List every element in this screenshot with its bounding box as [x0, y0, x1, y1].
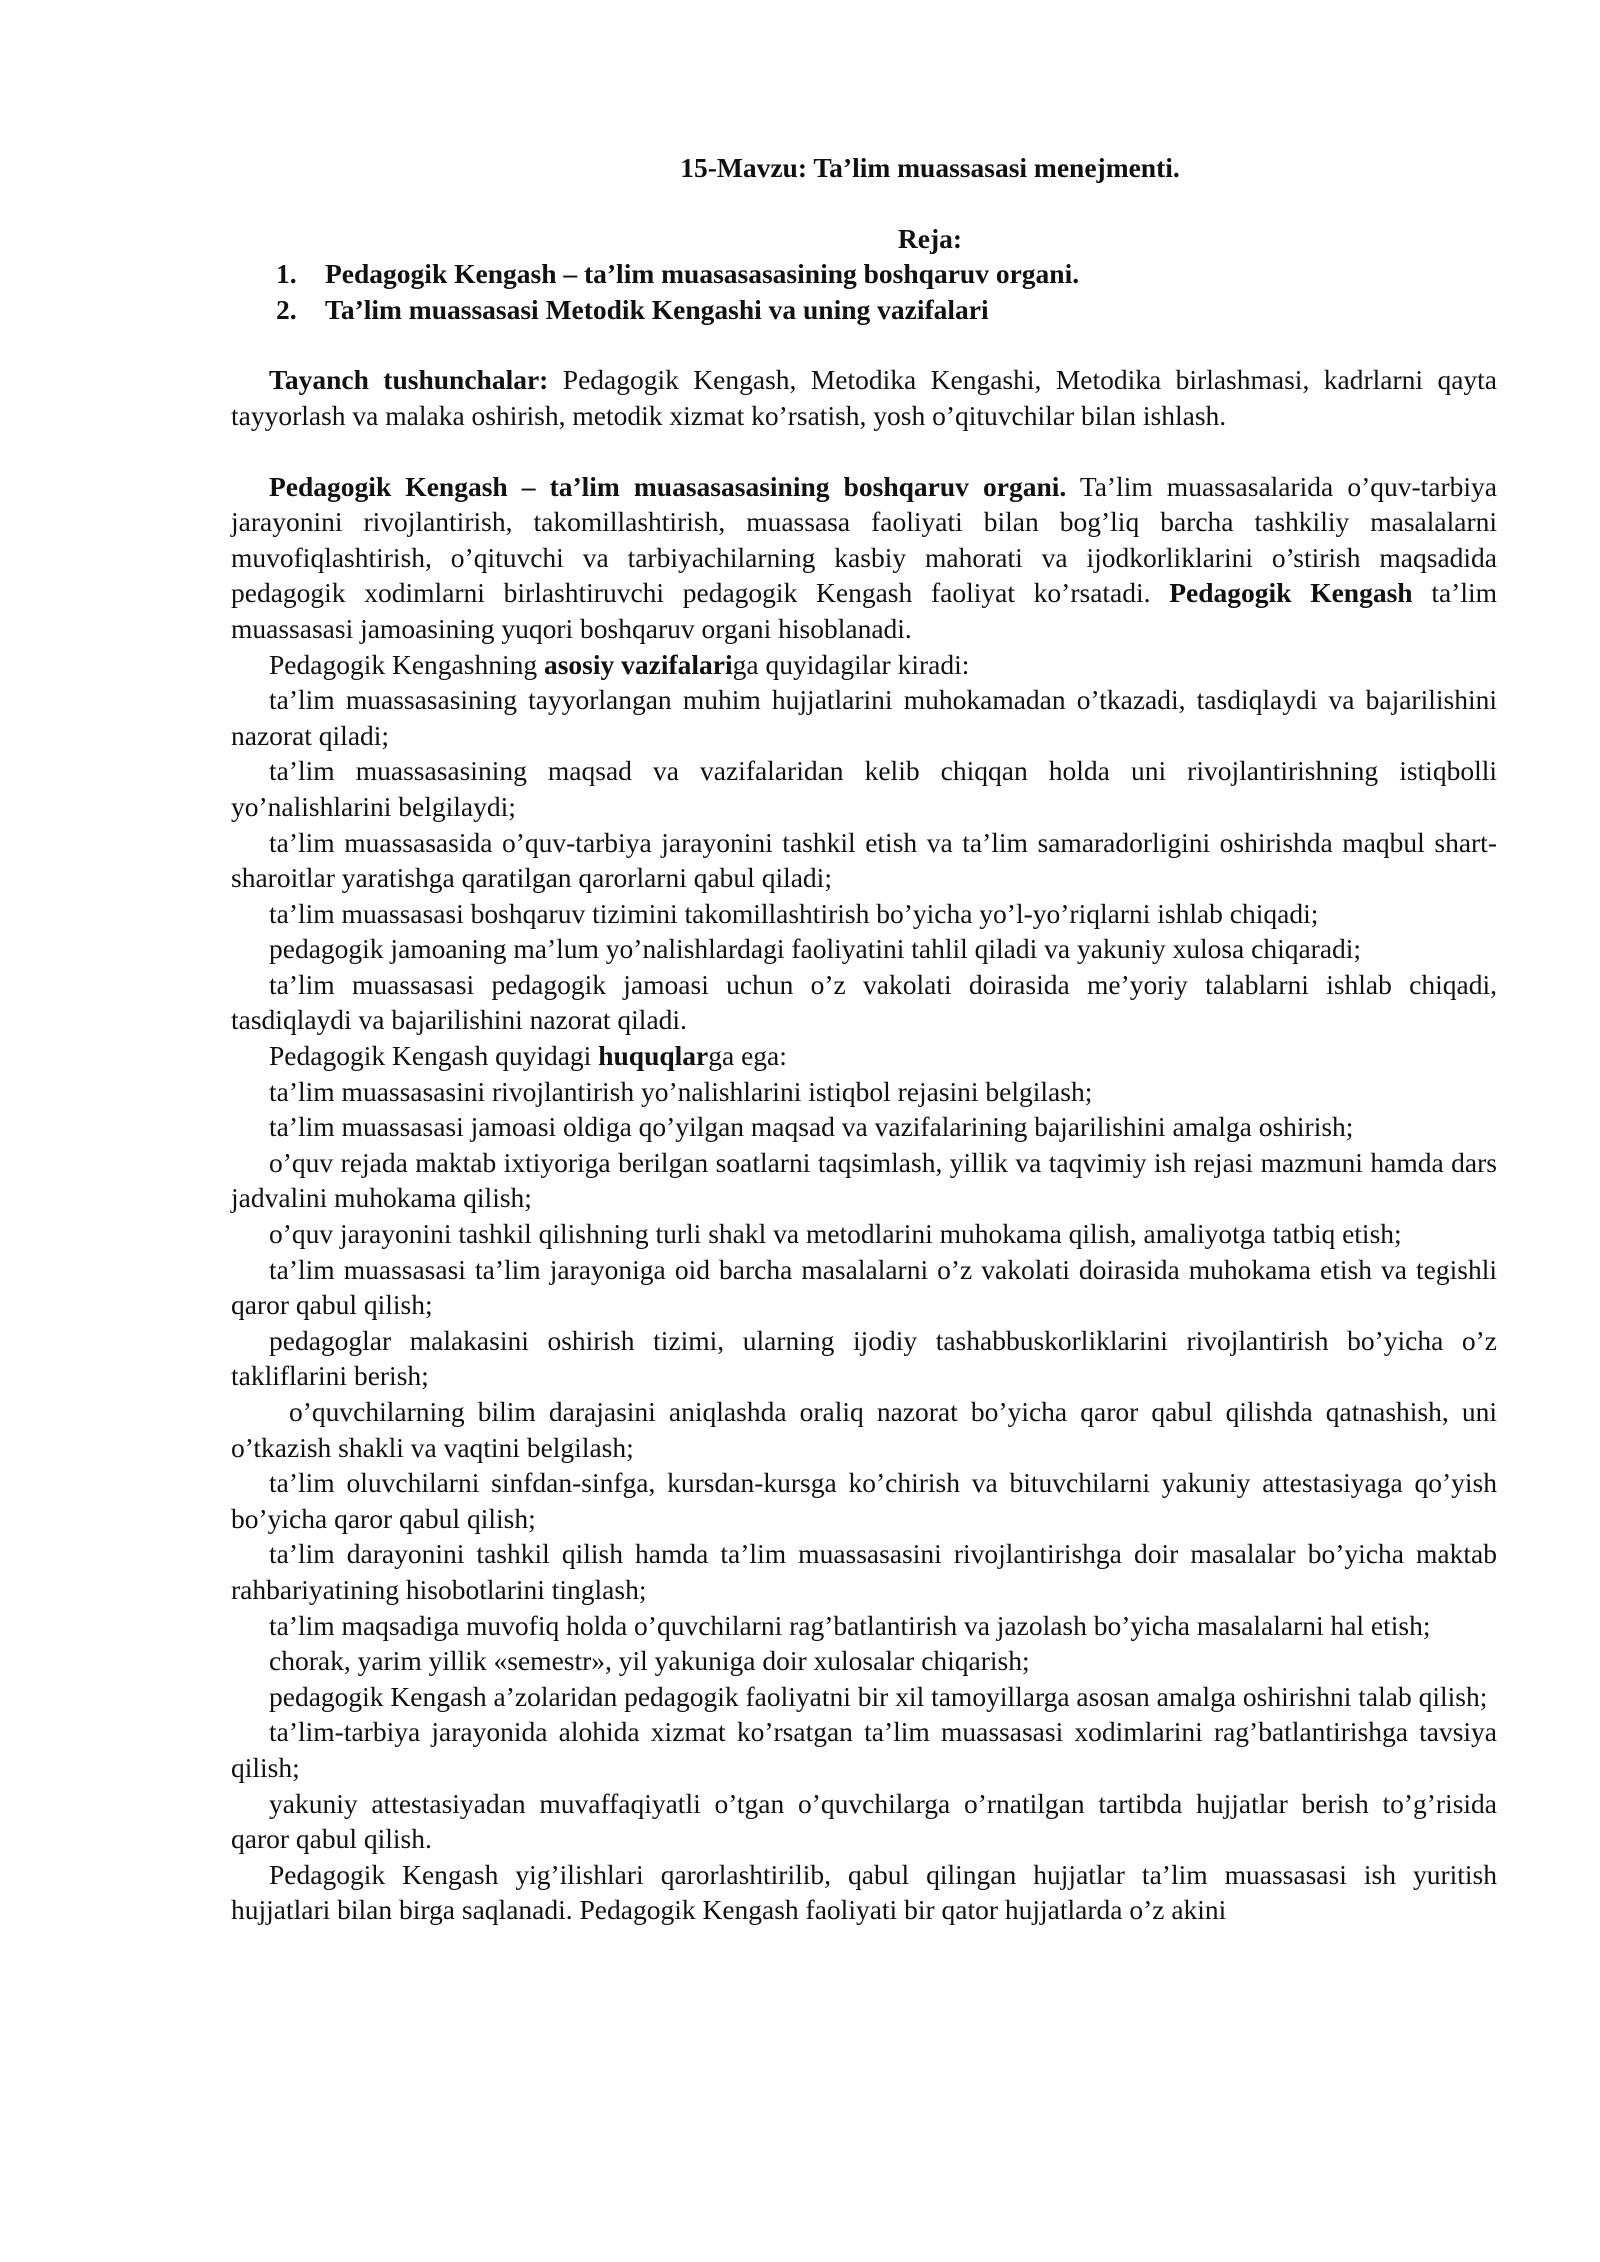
duties-intro-bold: asosiy vazifalari	[543, 648, 733, 680]
intro-bold-term: Pedagogik Kengash	[1169, 577, 1413, 609]
plan-item	[231, 256, 1497, 292]
right-item: ta’lim maqsadiga muvofiq holda o’quvchilarni rag’batlantirish va jazolash bo’yicha masalalarni hal etish;	[269, 1609, 1431, 1641]
plan-item-text: Pedagogik Kengash – ta’lim muasasasasining boshqaruv organi.	[325, 258, 1080, 290]
plan-item	[231, 292, 1497, 328]
page-title: 15-Mavzu: Ta’lim muassasasi menejmenti.	[680, 152, 1180, 183]
plan-item-number: 1.	[276, 258, 297, 290]
right-item: yakuniy attestasiyadan muvaffaqiyatli o’tgan o’quvchilarga o’rnatilgan tartibda hujjatlar berish to’g’risida qaror qabul qilish.	[231, 1787, 1497, 1855]
rights-intro	[231, 1038, 1497, 1074]
key-concepts-paragraph	[231, 362, 1497, 433]
right-item: pedagoglar malakasini oshirish tizimi, ularning ijodiy tashabbuskorliklarini rivojlantirish bo’yicha o’z takliflarini berish;	[231, 1324, 1497, 1392]
plan-label: Reja:	[897, 222, 963, 254]
intro-paragraph	[231, 469, 1497, 647]
duty-item: ta’lim muassasasining maqsad va vazifalaridan kelib chiqqan holda uni rivojlantirishning istiqbolli yo’nalishlarini belgilaydi;	[231, 755, 1497, 822]
key-concepts-text: Pedagogik Kengash, Metodika Kengashi, Metodika birlashmasi, kadrlarni qayta tayyorlash va malaka oshirish, metodik xizmat ko’rsatish, yosh o’qituvchilar bilan ishlash.	[231, 364, 1497, 431]
duty-item: ta’lim muassasasining tayyorlangan muhim hujjatlarini muhokamadan o’tkazadi, tasdiqlaydi va bajarilishini nazorat qiladi;	[231, 684, 1497, 751]
key-concepts-label: Tayanch tushunchalar:	[269, 364, 549, 396]
right-item: o’quv rejada maktab ixtiyoriga berilgan soatlarni taqsimlash, yillik va taqvimiy ish rejasi mazmuni hamda dars jadvalini muhokama qilish;	[231, 1146, 1497, 1214]
duty-item: ta’lim muassasasi pedagogik jamoasi uchun o’z vakolati doirasida me’yoriy talablarni ishlab chiqadi, tasdiqlaydi va bajarilishini nazorat qiladi.	[231, 968, 1497, 1036]
right-item: ta’lim muassasasini rivojlantirish yo’nalishlarini istiqbol rejasini belgilash;	[269, 1075, 1093, 1107]
intro-text-end: ta’lim muassasasi jamoasining yuqori boshqaruv organi hisoblanadi.	[231, 577, 1497, 644]
right-item: pedagogik Kengash a’zolaridan pedagogik faoliyatni bir xil tamoyillarga asosan amalga oshirishni talab qilish;	[269, 1680, 1488, 1712]
section-heading: Pedagogik Kengash – ta’lim muasasasasining boshqaruv organi.	[269, 470, 1067, 502]
duties-intro-post: ga quyidagilar kiradi:	[732, 648, 970, 680]
plan-item-text: Ta’lim muassasasi Metodik Kengashi va uning vazifalari	[325, 293, 989, 325]
duty-item: ta’lim muassasasida o’quv-tarbiya jarayonini tashkil etish va ta’lim samaradorligini oshirishda maqbul shart-sharoitlar yaratishga qaratilgan qarorlarni qabul qiladi;	[231, 826, 1497, 894]
document-page	[231, 150, 1497, 1928]
right-item: chorak, yarim yillik «semestr», yil yakuniga doir xulosalar chiqarish;	[269, 1645, 1030, 1677]
duties-intro-pre: Pedagogik Kengashning	[269, 648, 544, 680]
right-item: o’quvchilarning bilim darajasini aniqlashda oraliq nazorat bo’yicha qaror qabul qilishda qatnashish, uni o’tkazish shakli va vaqtini belgilash;	[231, 1396, 1497, 1463]
duties-intro	[231, 647, 1497, 683]
right-item: ta’lim muassasasi ta’lim jarayoniga oid barcha masalalarni o’z vakolati doirasida muhokama etish va tegishli qaror qabul qilish;	[231, 1253, 1497, 1321]
closing-paragraph: Pedagogik Kengash yig’ilishlari qarorlashtirilib, qabul qilingan hujjatlar ta’lim muassasasi ish yuritish hujjatlari bilan birga saqlanadi. Pedagogik Kengash faoliyati bir qator hujjatlarda o’z akini	[231, 1858, 1497, 1926]
right-item: ta’lim darayonini tashkil qilish hamda ta’lim muassasasini rivojlantirishga doir masalalar bo’yicha maktab rahbariyatining hisobotlarini tinglash;	[231, 1538, 1497, 1605]
rights-intro-bold: huquqlar	[598, 1040, 709, 1072]
plan-list	[231, 256, 1497, 327]
rights-intro-pre: Pedagogik Kengash quyidagi	[269, 1040, 599, 1072]
right-item: o’quv jarayonini tashkil qilishning turli shakl va metodlarini muhokama qilish, amaliyotga tatbiq etish;	[269, 1218, 1402, 1250]
rights-intro-post: ga ega:	[708, 1040, 787, 1072]
right-item: ta’lim muassasasi jamoasi oldiga qo’yilgan maqsad va vazifalarining bajarilishini amalga oshirish;	[269, 1111, 1354, 1143]
plan-item-number: 2.	[276, 293, 297, 325]
intro-text: Ta’lim muassasalarida o’quv-tarbiya jarayonini rivojlantirish, takomillashtirish, muassasa faoliyati bilan bog’liq barcha tashkiliy masalalarni muvofiqlashtirish, o’qituvchi va tarbiyachilarning kasbiy mahorati va ijodkorliklarini o’stirish maqsadida pedagogik xodimlarni birlashtiruvchi pedagogik Kengash faoliyat ko’rsatadi.	[231, 470, 1497, 609]
duty-item: ta’lim muassasasi boshqaruv tizimini takomillashtirish bo’yicha yo’l-yo’riqlarni ishlab chiqadi;	[269, 897, 1319, 929]
duty-item: pedagogik jamoaning ma’lum yo’nalishlardagi faoliyatini tahlil qiladi va yakuniy xulosa chiqaradi;	[269, 933, 1362, 965]
right-item: ta’lim oluvchilarni sinfdan-sinfga, kursdan-kursga ko’chirish va bituvchilarni yakuniy attestasiyaga qo’yish bo’yicha qaror qabul qilish;	[231, 1467, 1497, 1534]
right-item: ta’lim-tarbiya jarayonida alohida xizmat ko’rsatgan ta’lim muassasasi xodimlarini rag’batlantirishga tavsiya qilish;	[231, 1716, 1497, 1783]
